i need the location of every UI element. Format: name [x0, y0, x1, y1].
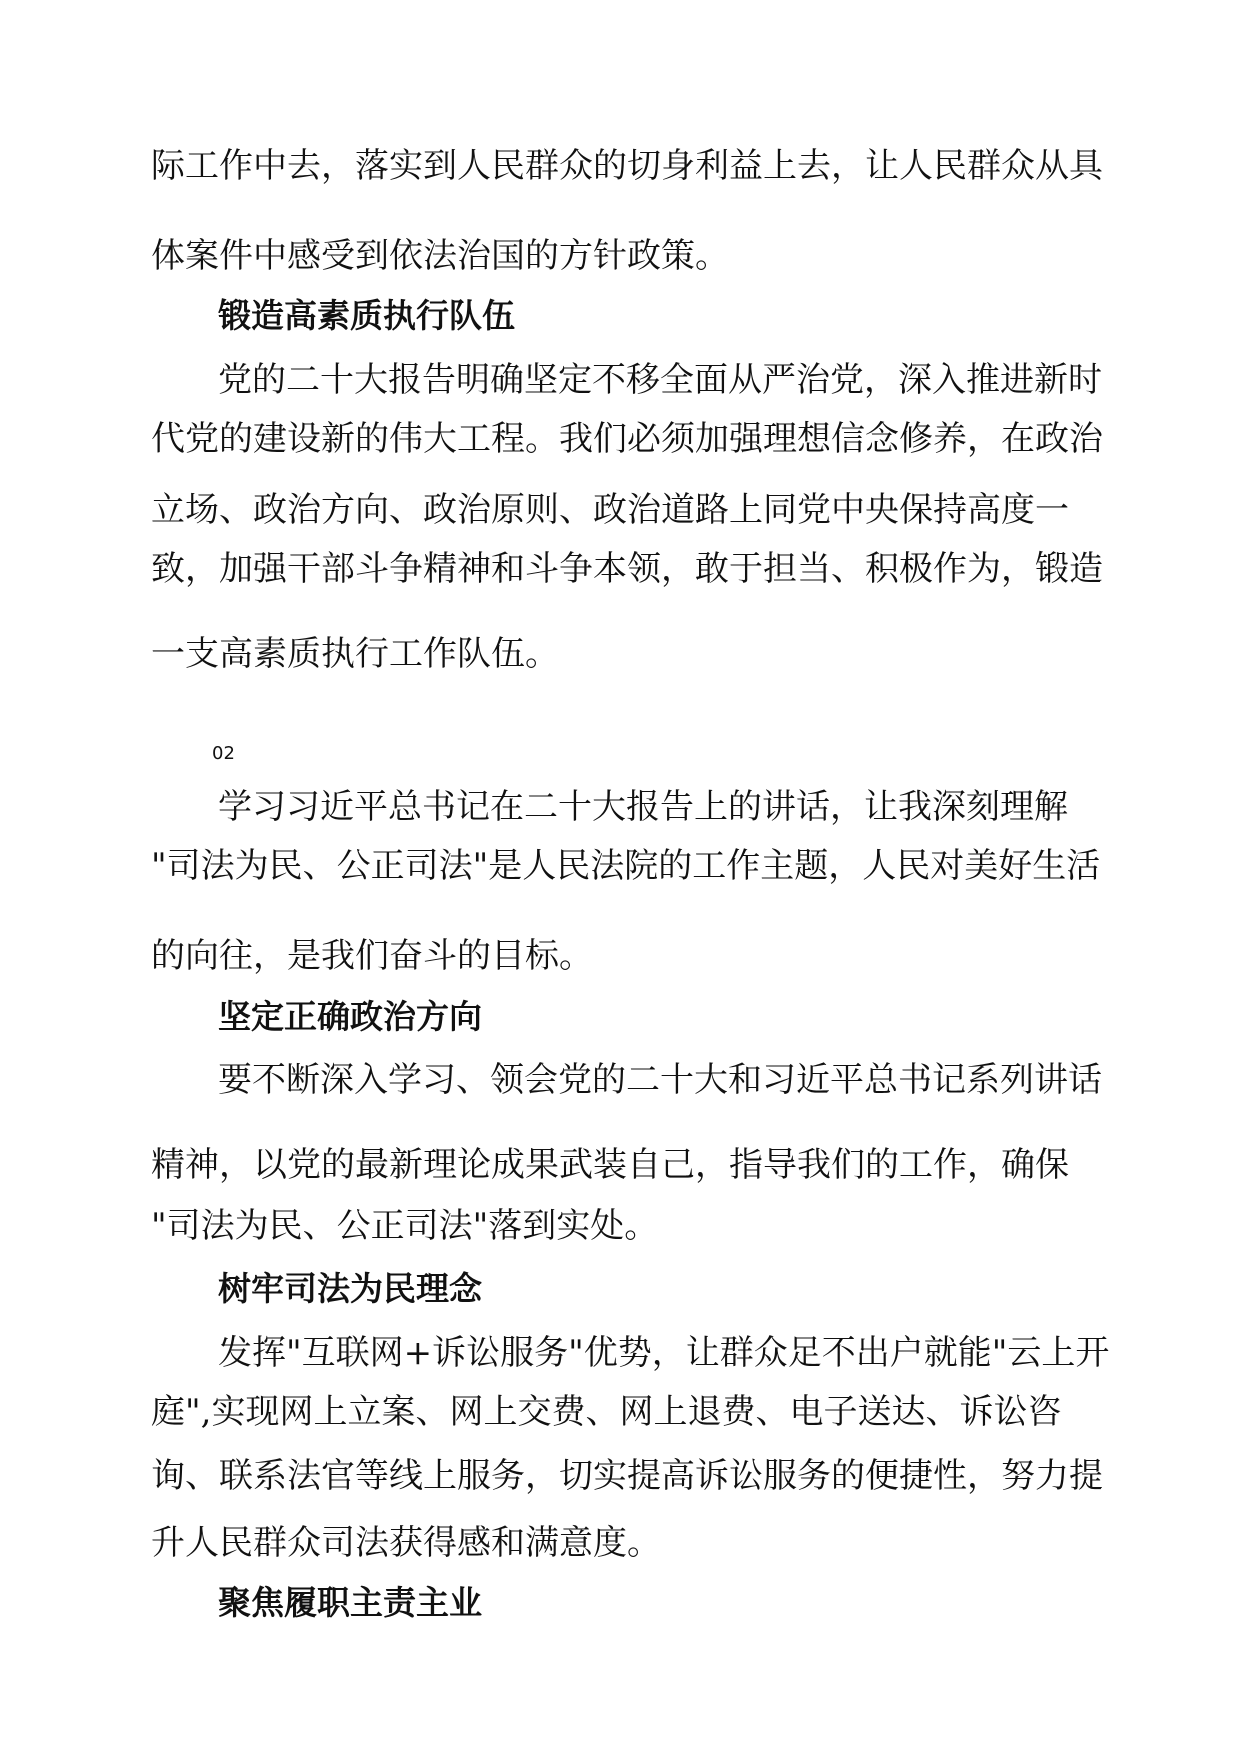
section-heading: 聚焦履职主责主业 — [218, 1583, 482, 1622]
body-line: "司法为民、公正司法"是人民法院的工作主题，人民对美好生活 — [151, 846, 1101, 886]
body-line: 的向往，是我们奋斗的目标。 — [151, 936, 593, 976]
body-line: "司法为民、公正司法"落到实处。 — [151, 1206, 659, 1246]
paragraph-first-line: 学习习近平总书记在二十大报告上的讲话，让我深刻理解 — [218, 787, 1068, 827]
body-line: 精神，以党的最新理论成果武装自己，指导我们的工作，确保 — [151, 1145, 1069, 1185]
paragraph-first-line: 要不断深入学习、领会党的二十大和习近平总书记系列讲话 — [218, 1060, 1102, 1100]
paragraph-first-line: 发挥"互联网+诉讼服务"优势，让群众足不出户就能"云上开 — [218, 1333, 1110, 1373]
body-line: 询、联系法官等线上服务，切实提高诉讼服务的便捷性，努力提 — [151, 1456, 1103, 1496]
body-line: 庭",实现网上立案、网上交费、网上退费、电子送达、诉讼咨 — [151, 1392, 1062, 1432]
section-heading: 坚定正确政治方向 — [218, 997, 482, 1036]
section-heading: 锻造高素质执行队伍 — [218, 296, 515, 335]
body-line: 立场、政治方向、政治原则、政治道路上同党中央保持高度一 — [151, 490, 1069, 530]
section-number: 02 — [212, 743, 235, 764]
body-line: 升人民群众司法获得感和满意度。 — [151, 1523, 661, 1563]
body-line: 际工作中去，落实到人民群众的切身利益上去，让人民群众从具 — [151, 146, 1103, 186]
body-line: 一支高素质执行工作队伍。 — [151, 634, 559, 674]
section-heading: 树牢司法为民理念 — [218, 1269, 482, 1308]
body-line: 代党的建设新的伟大工程。我们必须加强理想信念修养，在政治 — [151, 419, 1103, 459]
body-line: 体案件中感受到依法治国的方针政策。 — [151, 236, 729, 276]
body-line: 致，加强干部斗争精神和斗争本领，敢于担当、积极作为，锻造 — [151, 549, 1103, 589]
paragraph-first-line: 党的二十大报告明确坚定不移全面从严治党，深入推进新时 — [218, 360, 1102, 400]
